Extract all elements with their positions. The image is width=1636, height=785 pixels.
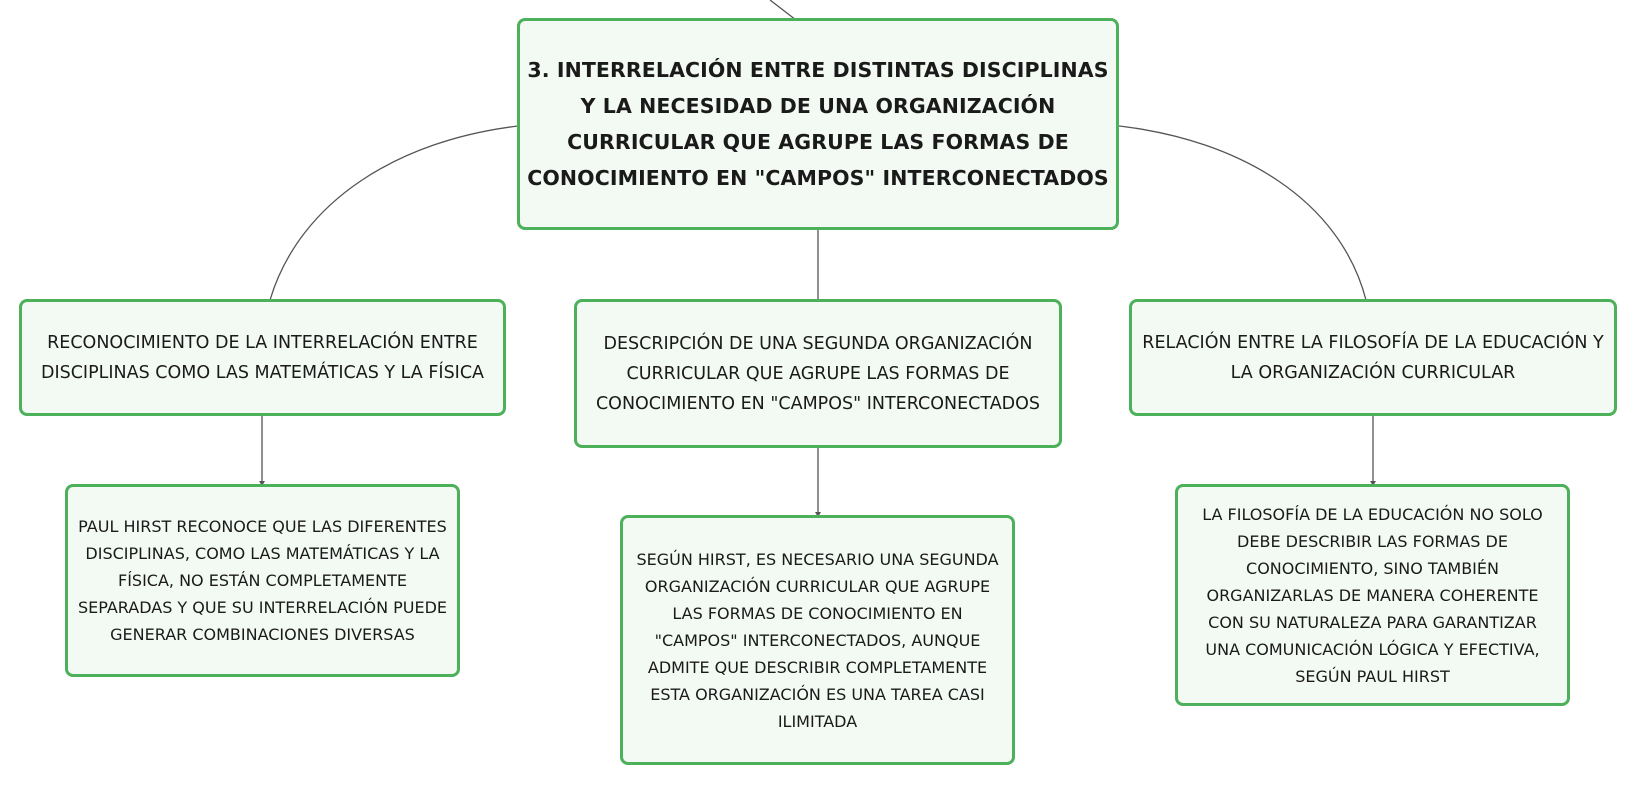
detail-node-3[interactable] <box>1175 484 1570 706</box>
connector-root-to-branch-3 <box>1119 126 1366 300</box>
branch-3-title: RELACIÓN ENTRE LA FILOSOFÍA DE LA EDUCACIÓN Y LA ORGANIZACIÓN CURRICULAR <box>1142 332 1604 383</box>
branch-node-1[interactable] <box>19 299 506 416</box>
branch-node-3[interactable] <box>1129 299 1617 416</box>
branch-1-title: RECONOCIMIENTO DE LA INTERRELACIÓN ENTRE DISCIPLINAS COMO LAS MATEMÁTICAS Y LA FÍSICA <box>40 332 485 383</box>
detail-node-2[interactable] <box>620 515 1015 765</box>
detail-1-text: PAUL HIRST RECONOCE QUE LAS DIFERENTES DISCIPLINAS, COMO LAS MATEMÁTICAS Y LA FÍSICA, NO ESTÁN COMPLETAMENTE SEPARADAS Y QUE SU INTERRELACIÓN PUEDE GENERAR COMBINACIONES DIVERSAS <box>77 517 448 644</box>
connector-to-parent <box>770 0 796 20</box>
branch-2-title: DESCRIPCIÓN DE UNA SEGUNDA ORGANIZACIÓN CURRICULAR QUE AGRUPE LAS FORMAS DE CONOCIMIENTO EN "CAMPOS" INTERCONECTADOS <box>595 333 1041 414</box>
detail-3-text: LA FILOSOFÍA DE LA EDUCACIÓN NO SOLO DEBE DESCRIBIR LAS FORMAS DE CONOCIMIENTO, SINO TAMBIÉN ORGANIZARLAS DE MANERA COHERENTE CON SU NATURALEZA PARA GARANTIZAR UNA COMUNICACIÓN LÓGICA Y EFECTIVA, SEGÚN PAUL HIRST <box>1202 504 1543 686</box>
detail-node-1[interactable] <box>65 484 460 677</box>
branch-node-2[interactable] <box>574 299 1062 448</box>
detail-2-text: SEGÚN HIRST, ES NECESARIO UNA SEGUNDA ORGANIZACIÓN CURRICULAR QUE AGRUPE LAS FORMAS DE CONOCIMIENTO EN "CAMPOS" INTERCONECTADOS, AUNQUE ADMITE QUE DESCRIBIR COMPLETAMENTE ESTA ORGANIZACIÓN ES UNA TAREA CASI ILIMITADA <box>636 549 999 731</box>
central-topic-node[interactable] <box>517 18 1119 230</box>
central-topic-text: 3. INTERRELACIÓN ENTRE DISTINTAS DISCIPLINAS Y LA NECESIDAD DE UNA ORGANIZACIÓN CURRICULAR QUE AGRUPE LAS FORMAS DE CONOCIMIENTO EN "CAMPOS" INTERCONECTADOS <box>527 58 1109 190</box>
connector-root-to-branch-1 <box>270 126 518 300</box>
